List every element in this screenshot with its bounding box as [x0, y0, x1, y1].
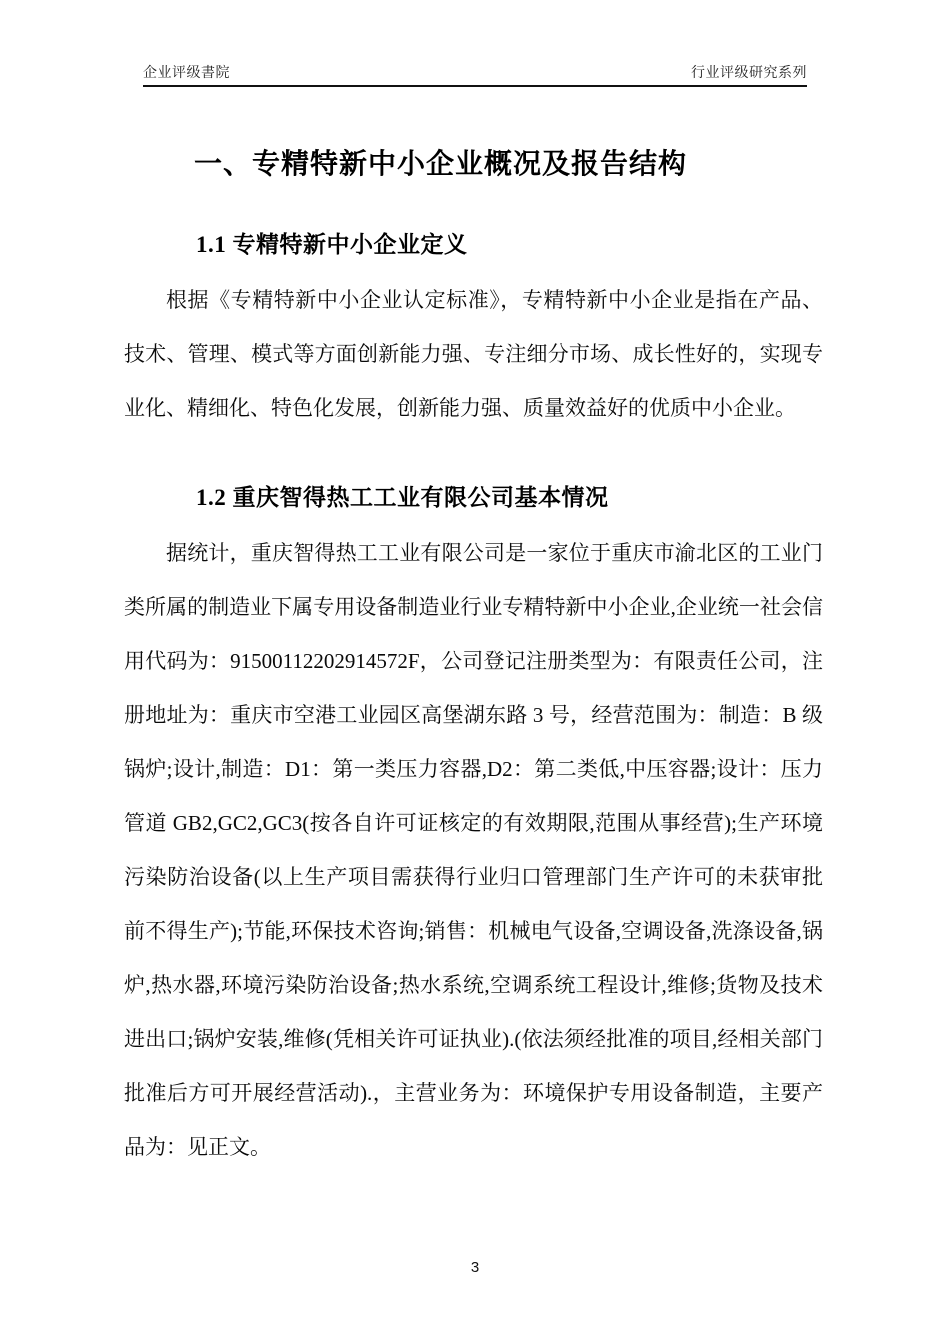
document-content — [124, 90, 823, 1174]
section-1-2 — [124, 479, 823, 1174]
page-number: 3 — [470, 1259, 480, 1276]
section-1-2-paragraph: 据统计，重庆智得热工工业有限公司是一家位于重庆市渝北区的工业门类所属的制造业下属专用设备制造业行业专精特新中小企业,企业统一社会信用代码为：91500112202914572F，公司登记注册类型为：有限责任公司，注册地址为：重庆市空港工业园区高堡湖东路 3 号，经营范围为：制造：B 级锅炉;设计,制造：D1：第一类压力容器,D2：第二类低,中压容器;设计：压力管道 GB2,GC2,GC3(按各自许可证核定的有效期限,范围从事经营);生产环境污染防治设备(以上生产项目需获得行业归口管理部门生产许可的未获审批前不得生产);节能,环保技术咨询;销售：机械电气设备,空调设备,洗涤设备,锅炉,热水器,环境污染防治设备;热水系统,空调系统工程设计,维修;货物及技术进出口;锅炉安装,维修(凭相关许可证执业).(依法须经批准的项目,经相关部门批准后方可开展经营活动).，主营业务为：环境保护专用设备制造，主要产品为：见正文。 — [124, 541, 823, 1159]
section-1-2-heading: 1.2 重庆智得热工工业有限公司基本情况 — [196, 485, 609, 510]
chapter-title: 一、专精特新中小企业概况及报告结构 — [194, 148, 688, 179]
page-header — [143, 0, 807, 87]
section-1-1-paragraph: 根据《专精特新中小企业认定标准》，专精特新中小企业是指在产品、技术、管理、模式等方面创新能力强、专注细分市场、成长性好的，实现专业化、精细化、特色化发展，创新能力强、质量效益好的优质中小企业。 — [124, 288, 823, 420]
header-left-text: 企业评级書院 — [143, 64, 230, 80]
section-1-1-heading: 1.1 专精特新中小企业定义 — [196, 232, 468, 257]
section-1-1 — [124, 226, 823, 435]
header-right-text: 行业评级研究系列 — [691, 64, 807, 80]
page-footer — [0, 1259, 950, 1276]
